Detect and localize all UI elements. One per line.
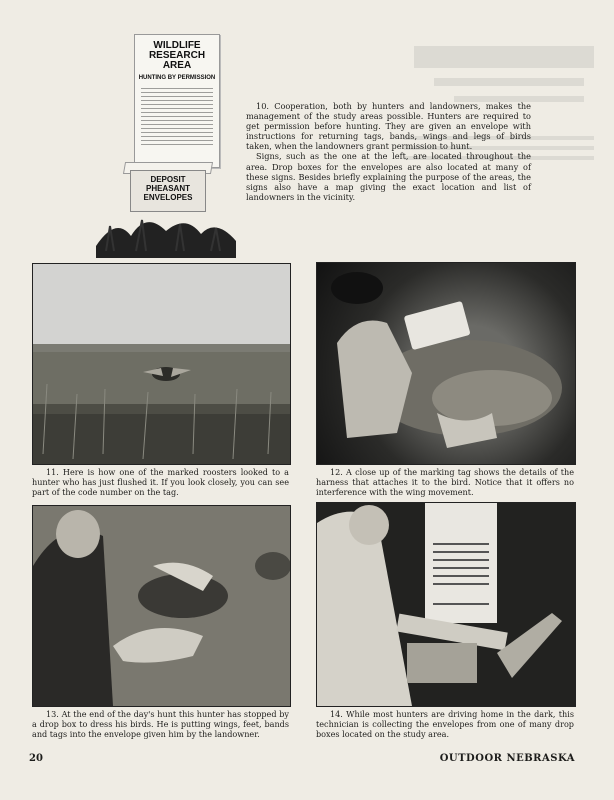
- magazine-name: OUTDOOR NEBRASKA: [439, 753, 575, 764]
- caption-14: [316, 709, 574, 740]
- photo-12-graphic: [317, 263, 575, 464]
- caption-14-text: 14. While most hunters are driving home in the dark, this technician is collecting the envelopes from one of many drop boxes located on the study area.: [316, 709, 574, 740]
- caption-13: [32, 709, 289, 740]
- sign-subtitle: HUNTING BY PERMISSION: [138, 75, 216, 81]
- photo-11-graphic: [33, 264, 290, 464]
- box-label-line-1: DEPOSIT: [150, 175, 186, 184]
- photo-marking-tag-closeup: [316, 262, 576, 465]
- photo-technician-collecting: [316, 502, 576, 707]
- sign-title-line-2: RESEARCH: [148, 50, 206, 61]
- intro-text: [246, 101, 531, 202]
- caption-13-text: 13. At the end of the day's hunt this hunter has stopped by a drop box to dress his birds. He is putting wings, feet, bands and tags into the envelope given him by the landowner.: [32, 709, 289, 740]
- sign-title-line-3: AREA: [162, 60, 192, 71]
- wildlife-sign-illustration: [96, 30, 236, 258]
- photo-13-graphic: [33, 506, 290, 706]
- intro-paragraph-1: 10. Cooperation, both by hunters and landowners, makes the management of the study areas possible. Hunters are required to get permission before hunting. They are given an envelope with instructions for returning tags, bands, wings and legs of birds taken, when the landowners grant permission to hunt.: [246, 101, 531, 152]
- intro-paragraph-2: Signs, such as the one at the left, are located throughout the area. Drop boxes for the envelopes are also located at many of these signs. Besides briefly explaining the purpose of the areas, the signs also have a map giving the exact location and list of landowners in the vicinity.: [246, 151, 531, 202]
- photo-flushed-rooster: [32, 263, 291, 465]
- sign-title-line-1: WILDLIFE: [153, 40, 201, 51]
- sign-board: [134, 34, 220, 168]
- sign-fine-print: [141, 85, 213, 145]
- caption-12: [316, 467, 574, 498]
- caption-12-text: 12. A close up of the marking tag shows the details of the harness that attaches it to the bird. Notice that it offers no interference with the wing movement.: [316, 467, 574, 498]
- grass-base: [96, 206, 236, 258]
- drop-box-label: [131, 175, 205, 202]
- photo-14-graphic: [317, 503, 575, 706]
- caption-11-text: 11. Here is how one of the marked roosters looked to a hunter who has just flushed it. If you look closely, you can see part of the code number on the tag.: [32, 467, 289, 498]
- caption-11: [32, 467, 289, 498]
- sign-title: [135, 41, 219, 71]
- photo-hunter-dressing-birds: [32, 505, 291, 707]
- box-label-line-2: PHEASANT: [145, 184, 190, 193]
- box-label-line-3: ENVELOPES: [143, 193, 193, 202]
- page-number: 20: [29, 753, 43, 764]
